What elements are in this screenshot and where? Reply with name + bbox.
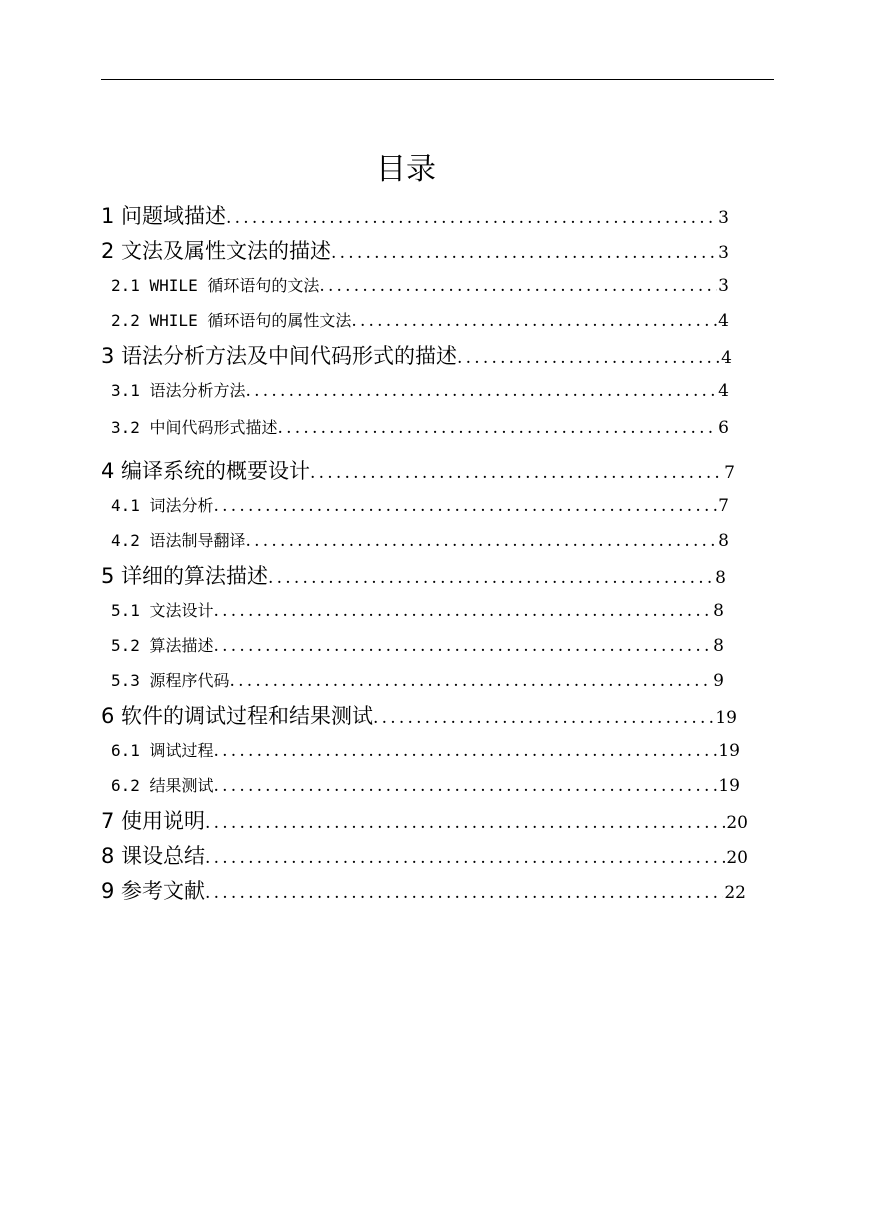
- dot-leader: [205, 848, 725, 868]
- header-rule: [101, 79, 774, 80]
- dot-leader: [226, 208, 717, 228]
- toc-entry[interactable]: [101, 235, 729, 265]
- toc-entry[interactable]: [111, 493, 729, 519]
- toc-entry[interactable]: [101, 455, 735, 485]
- toc-entry-label: 5.1 文法设计: [111, 601, 214, 620]
- toc-entry-page: 3: [718, 208, 729, 228]
- dot-leader: [230, 671, 713, 691]
- toc-entry-page: 9: [713, 671, 724, 691]
- toc-entry-label: 6 软件的调试过程和结果测试: [101, 704, 374, 728]
- page-title: 目录: [376, 152, 436, 187]
- toc-entry[interactable]: [111, 738, 740, 764]
- toc-entry-page: 19: [718, 776, 740, 796]
- toc-entry-page: 8: [715, 568, 726, 588]
- toc-entry-page: 7: [718, 496, 729, 516]
- toc-entry[interactable]: [111, 773, 740, 799]
- toc-entry-page: 7: [724, 463, 735, 483]
- dot-leader: [246, 531, 718, 551]
- toc-entry[interactable]: [111, 378, 729, 404]
- toc-entry[interactable]: [101, 840, 748, 870]
- toc-entry-label: 5.3 源程序代码: [111, 671, 230, 690]
- toc-entry-page: 19: [718, 741, 740, 761]
- toc-entry-label: 6.1 调试过程: [111, 741, 214, 760]
- toc-entry[interactable]: [101, 340, 732, 370]
- toc-entry-page: 8: [713, 601, 724, 621]
- dot-leader: [319, 276, 717, 296]
- dot-leader: [351, 311, 717, 331]
- toc-entry[interactable]: [111, 633, 724, 659]
- toc-entry-page: 4: [721, 348, 732, 368]
- toc-entry[interactable]: [101, 560, 726, 590]
- toc-entry-label: 2.1 WHILE 循环语句的文法: [111, 276, 320, 295]
- toc-entry-label: 3 语法分析方法及中间代码形式的描述: [101, 344, 458, 368]
- toc-entry-label: 2.2 WHILE 循环语句的属性文法: [111, 311, 352, 330]
- dot-leader: [246, 381, 718, 401]
- toc-entry-page: 4: [718, 381, 729, 401]
- dot-leader: [214, 636, 713, 656]
- toc-entry[interactable]: [111, 668, 724, 694]
- dot-leader: [278, 418, 718, 438]
- toc-entry[interactable]: [111, 598, 724, 624]
- dot-leader: [205, 813, 725, 833]
- toc-entry-page: 20: [726, 813, 748, 833]
- toc-entry-label: 5 详细的算法描述: [101, 564, 269, 588]
- toc-entry-label: 5.2 算法描述: [111, 636, 214, 655]
- toc-entry-page: 3: [718, 276, 729, 296]
- toc-entry-label: 3.2 中间代码形式描述: [111, 418, 278, 437]
- toc-entry-label: 8 课设总结: [101, 844, 206, 868]
- dot-leader: [310, 463, 723, 483]
- toc-entry[interactable]: [111, 273, 729, 299]
- dot-leader: [205, 883, 723, 903]
- toc-entry-label: 1 问题域描述: [101, 204, 227, 228]
- toc-entry-page: 3: [718, 243, 729, 263]
- toc-entry-page: 8: [718, 531, 729, 551]
- toc-entry[interactable]: [101, 700, 737, 730]
- toc-entry[interactable]: [111, 308, 729, 334]
- toc-entry-page: 4: [718, 311, 729, 331]
- toc-entry[interactable]: [101, 875, 746, 905]
- toc-entry-page: 19: [715, 708, 737, 728]
- toc-entry-page: 8: [713, 636, 724, 656]
- toc-entry-label: 3.1 语法分析方法: [111, 381, 246, 400]
- toc-entry-page: 20: [726, 848, 748, 868]
- toc-entry-label: 7 使用说明: [101, 809, 206, 833]
- dot-leader: [373, 708, 714, 728]
- toc-entry[interactable]: [101, 200, 729, 230]
- dot-leader: [214, 496, 718, 516]
- toc-entry-page: 6: [718, 418, 729, 438]
- toc-entry-label: 2 文法及属性文法的描述: [101, 239, 332, 263]
- toc-entry-page: 22: [724, 883, 746, 903]
- dot-leader: [214, 776, 718, 796]
- dot-leader: [331, 243, 717, 263]
- dot-leader: [268, 568, 714, 588]
- toc-entry-label: 4.1 词法分析: [111, 496, 214, 515]
- toc-entry[interactable]: [111, 528, 729, 554]
- toc-entry[interactable]: [111, 415, 729, 441]
- toc-entry-label: 4 编译系统的概要设计: [101, 459, 311, 483]
- dot-leader: [457, 348, 720, 368]
- toc-entry-label: 4.2 语法制导翻译: [111, 531, 246, 550]
- toc-entry[interactable]: [101, 805, 748, 835]
- dot-leader: [214, 601, 713, 621]
- toc-entry-label: 6.2 结果测试: [111, 776, 214, 795]
- dot-leader: [214, 741, 718, 761]
- toc-entry-label: 9 参考文献: [101, 879, 206, 903]
